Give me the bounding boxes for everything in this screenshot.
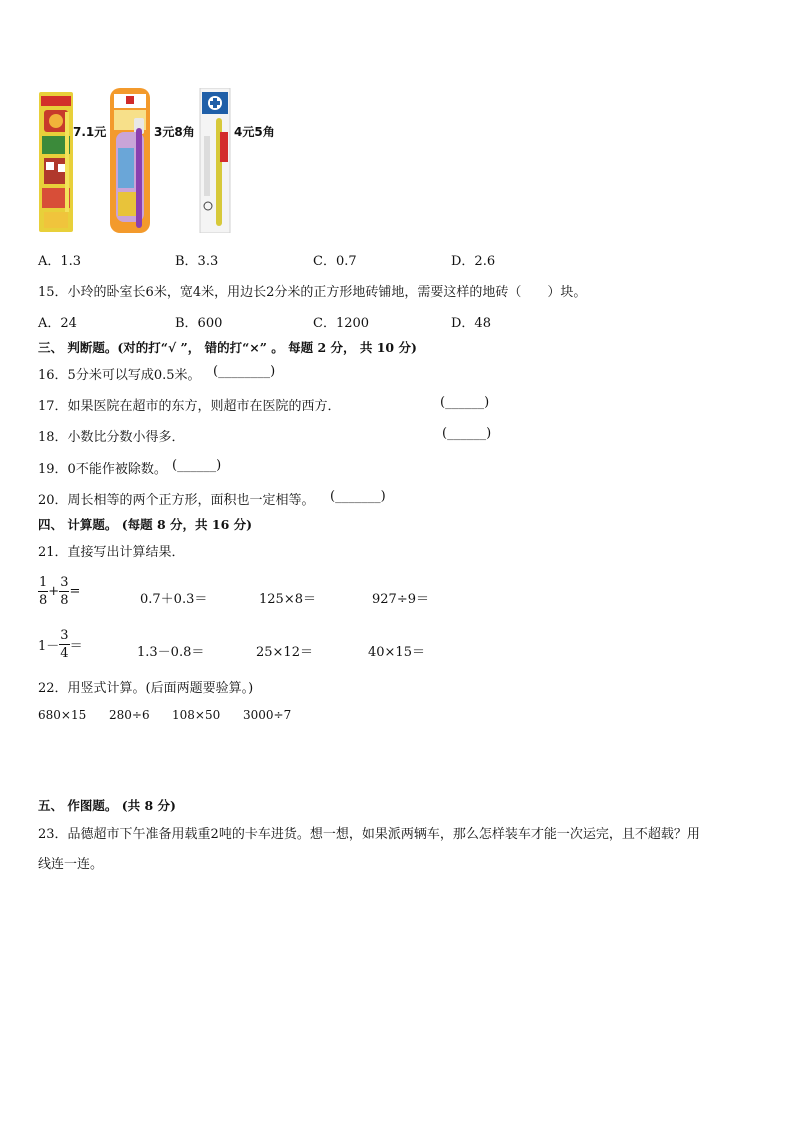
q21-expr-fraction-sum: $\frac{1}{8}$ + $\frac{3}{8}$ =	[39, 575, 81, 608]
q15-option-d[interactable]: D．48	[451, 316, 491, 331]
q21-expr: 125×8＝	[259, 592, 316, 607]
q21-expr: 1.3－0.8＝	[137, 645, 205, 660]
fraction: $\frac{3}{4}$	[60, 628, 69, 661]
q21-expr: 0.7＋0.3＝	[140, 592, 208, 607]
product-kids-toothbrush	[38, 92, 108, 232]
q22-expr: 680×15	[38, 708, 87, 722]
product-price-label: 4元5角	[234, 125, 275, 139]
product-purple-toothbrush	[108, 88, 198, 233]
q20-statement: 20．周长相等的两个正方形，面积也一定相等。	[38, 493, 315, 508]
q23-text-line1: 23．品德超市下午准备用载重2吨的卡车进货。想一想，如果派两辆车，那么怎样装车才能一次运完，且不超载？用	[38, 827, 700, 842]
product-price-label: 7.1元	[73, 125, 107, 139]
q17-statement: 17．如果医院在超市的东方，则超市在医院的西方．	[38, 399, 341, 414]
q21-expr: 927÷9＝	[372, 592, 429, 607]
purple-toothbrush-image	[108, 88, 152, 233]
q22-expr: 280÷6	[109, 708, 150, 722]
product-yellow-toothbrush	[198, 88, 288, 233]
q14-option-d[interactable]: D．2.6	[451, 254, 496, 269]
q17-answer-blank[interactable]: (______)	[440, 395, 490, 410]
q18-answer-blank[interactable]: (______)	[442, 426, 492, 441]
q15-option-b[interactable]: B．600	[175, 316, 223, 331]
kids-toothbrush-image	[38, 92, 74, 232]
q14-option-a[interactable]: A．1.3	[38, 254, 82, 269]
q23-text-line2: 线连一连。	[38, 857, 104, 872]
product-price-label: 3元8角	[154, 125, 195, 139]
q21-expr: 25×12＝	[256, 645, 313, 660]
q20-answer-blank[interactable]: (_______)	[330, 489, 386, 504]
fraction: $\frac{1}{8}$	[39, 575, 48, 608]
yellow-toothbrush-image	[198, 88, 232, 233]
section-4-title: 四、 计算题。 (每题 8 分，共 16 分)	[38, 517, 253, 532]
fraction: $\frac{3}{8}$	[60, 575, 69, 608]
q19-answer-blank[interactable]: (______)	[172, 458, 222, 473]
section-3-title: 三、 判断题。(对的打“√ ”， 错的打“×” 。 每题 2 分， 共 10 分)	[38, 340, 417, 355]
q15-option-c[interactable]: C．1200	[313, 316, 370, 331]
q15-option-a[interactable]: A．24	[38, 316, 77, 331]
q18-statement: 18．小数比分数小得多．	[38, 430, 185, 445]
q21-expr: 40×15＝	[368, 645, 425, 660]
q22-title: 22．用竖式计算。(后面两题要验算。)	[38, 681, 254, 696]
q16-statement: 16．5分米可以写成0.5米。	[38, 368, 201, 383]
q22-expr: 108×50	[172, 708, 221, 722]
q15-question: 15．小玲的卧室长6米，宽4米，用边长2分米的正方形地砖铺地，需要这样的地砖（ ）块。	[38, 285, 587, 300]
q21-expr-fraction-diff: 1－ $\frac{3}{4}$ ＝	[38, 628, 83, 661]
section-5-title: 五、 作图题。 (共 8 分)	[38, 798, 176, 813]
q21-title: 21．直接写出计算结果．	[38, 545, 185, 560]
q16-answer-blank[interactable]: (________)	[213, 364, 276, 379]
q14-option-c[interactable]: C．0.7	[313, 254, 357, 269]
q22-expr: 3000÷7	[243, 708, 292, 722]
q19-statement: 19．0不能作被除数。	[38, 462, 167, 477]
q14-option-b[interactable]: B．3.3	[175, 254, 219, 269]
